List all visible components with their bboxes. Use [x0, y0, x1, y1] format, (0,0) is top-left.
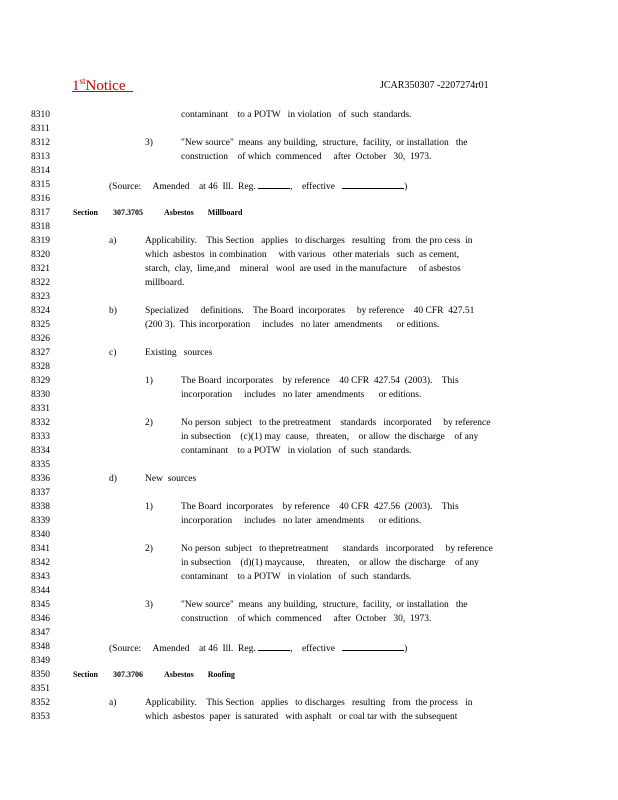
notice-label — [72, 76, 133, 95]
line-number: 8345 — [31, 600, 50, 610]
line-number: 8327 — [31, 348, 50, 358]
line-number: 8350 — [31, 670, 50, 680]
section-label: Section — [73, 208, 98, 217]
effective-date-blank — [342, 641, 404, 651]
body-line-8332: No person subject to the pretreatment standards incorporated by reference — [181, 418, 491, 428]
body-line-8338: The Board incorporates by reference 40 CFR 427.56 (2003). This — [181, 502, 459, 512]
source-close: ) — [404, 644, 408, 654]
line-number: 8318 — [31, 222, 50, 232]
body-line-8321: starch, clay, lime,and mineral wool are used in the manufacture of asbestos — [145, 264, 461, 274]
line-number: 8334 — [31, 446, 50, 456]
source-note-text: (Source: Amended at 46 Ill. Reg. — [109, 644, 256, 654]
item-number: 1) — [145, 376, 153, 386]
body-line-8313: construction of which commenced after October 30, 1973. — [181, 152, 432, 162]
notice-word: Notice — [85, 78, 126, 94]
section-number: 307.3706 — [113, 670, 143, 679]
source-note — [109, 179, 407, 193]
notice-number: 1 — [72, 78, 80, 94]
item-number: c) — [109, 348, 117, 358]
line-number: 8351 — [31, 684, 50, 694]
line-number: 8339 — [31, 516, 50, 526]
line-number: 8347 — [31, 628, 50, 638]
body-line-8312: "New source" means any building, structure, facility, or installation the — [181, 138, 468, 148]
body-line-8345: "New source" means any building, structure, facility, or installation the — [181, 600, 468, 610]
item-number: b) — [109, 306, 117, 316]
line-number: 8344 — [31, 586, 50, 596]
item-number: 2) — [145, 544, 153, 554]
line-number: 8315 — [31, 180, 50, 190]
effective-date-blank — [342, 179, 404, 189]
body-line-8319: Applicability. This Section applies to discharges resulting from the pro cess in — [145, 236, 473, 246]
line-number: 8325 — [31, 320, 50, 330]
source-note — [109, 641, 407, 655]
line-number: 8337 — [31, 488, 50, 498]
body-line-8330: incorporation includes no later amendments or editions. — [181, 390, 422, 400]
item-number: 3) — [145, 600, 153, 610]
body-line-8325: (200 3). This incorporation includes no later amendments or editions. — [145, 320, 440, 330]
line-number: 8322 — [31, 278, 50, 288]
line-number: 8340 — [31, 530, 50, 540]
section-label: Section — [73, 670, 98, 679]
line-number: 8343 — [31, 572, 50, 582]
item-number: d) — [109, 474, 117, 484]
item-number: a) — [109, 698, 117, 708]
line-number: 8326 — [31, 334, 50, 344]
section-number: 307.3705 — [113, 208, 143, 217]
line-number: 8319 — [31, 236, 50, 246]
line-number: 8332 — [31, 418, 50, 428]
line-number: 8312 — [31, 138, 50, 148]
line-number: 8331 — [31, 404, 50, 414]
source-effective: , effective — [290, 182, 336, 192]
line-number: 8349 — [31, 656, 50, 666]
body-line-8336: New sources — [145, 474, 197, 484]
notice-superscript: st — [79, 76, 86, 86]
body-line-8346: construction of which commenced after October 30, 1973. — [181, 614, 432, 624]
body-line-8333: in subsection (c)(1) may cause, threaten, or allow the discharge of any — [181, 432, 479, 442]
line-number: 8353 — [31, 712, 50, 722]
body-line-8343: contaminant to a POTW in violation of such standards. — [181, 572, 412, 582]
body-line-8334: contaminant to a POTW in violation of such standards. — [181, 446, 412, 456]
register-blank — [258, 641, 290, 651]
line-number: 8329 — [31, 376, 50, 386]
line-number: 8333 — [31, 432, 50, 442]
item-number: 2) — [145, 418, 153, 428]
body-line-8353: which asbestos paper is saturated with asphalt or coal tar with the subsequent — [145, 712, 458, 722]
source-note-text: (Source: Amended at 46 Ill. Reg. — [109, 182, 256, 192]
body-line-8329: The Board incorporates by reference 40 CFR 427.54 (2003). This — [181, 376, 459, 386]
line-number: 8341 — [31, 544, 50, 554]
line-number: 8342 — [31, 558, 50, 568]
body-line-8327: Existing sources — [145, 348, 213, 358]
line-number: 8311 — [31, 124, 50, 134]
item-number: 1) — [145, 502, 153, 512]
line-number: 8335 — [31, 460, 50, 470]
body-line-8324: Specialized definitions. The Board incorporates by reference 40 CFR 427.51 — [145, 306, 475, 316]
source-close: ) — [404, 182, 408, 192]
line-number: 8314 — [31, 166, 50, 176]
section-title: Asbestos Millboard — [164, 208, 243, 217]
register-blank — [258, 179, 290, 189]
source-effective: , effective — [290, 644, 336, 654]
line-number: 8310 — [31, 110, 50, 120]
line-number: 8328 — [31, 362, 50, 372]
body-line-8322: millboard. — [145, 278, 185, 288]
line-number: 8346 — [31, 614, 50, 624]
jcar-code: JCAR350307 -2207274r01 — [380, 80, 489, 91]
body-line-8339: incorporation includes no later amendments or editions. — [181, 516, 422, 526]
line-number: 8316 — [31, 194, 50, 204]
line-number: 8323 — [31, 292, 50, 302]
item-number: 3) — [145, 138, 153, 148]
line-number: 8330 — [31, 390, 50, 400]
line-number: 8324 — [31, 306, 50, 316]
body-line-8320: which asbestos in combination with various other materials such as cement, — [145, 250, 459, 260]
body-line-8352: Applicability. This Section applies to discharges resulting from the process in — [145, 698, 473, 708]
item-number: a) — [109, 236, 117, 246]
line-number: 8317 — [31, 208, 50, 218]
section-title: Asbestos Roofing — [164, 670, 235, 679]
body-line-8310: contaminant to a POTW in violation of such standards. — [181, 110, 412, 120]
line-number: 8348 — [31, 642, 50, 652]
line-number: 8352 — [31, 698, 50, 708]
line-number: 8321 — [31, 264, 50, 274]
body-line-8341: No person subject to thepretreatment standards incorporated by reference — [181, 544, 493, 554]
line-number: 8336 — [31, 474, 50, 484]
line-number: 8338 — [31, 502, 50, 512]
body-line-8342: in subsection (d)(1) maycause, threaten, or allow the discharge of any — [181, 558, 479, 568]
line-number: 8313 — [31, 152, 50, 162]
line-number: 8320 — [31, 250, 50, 260]
